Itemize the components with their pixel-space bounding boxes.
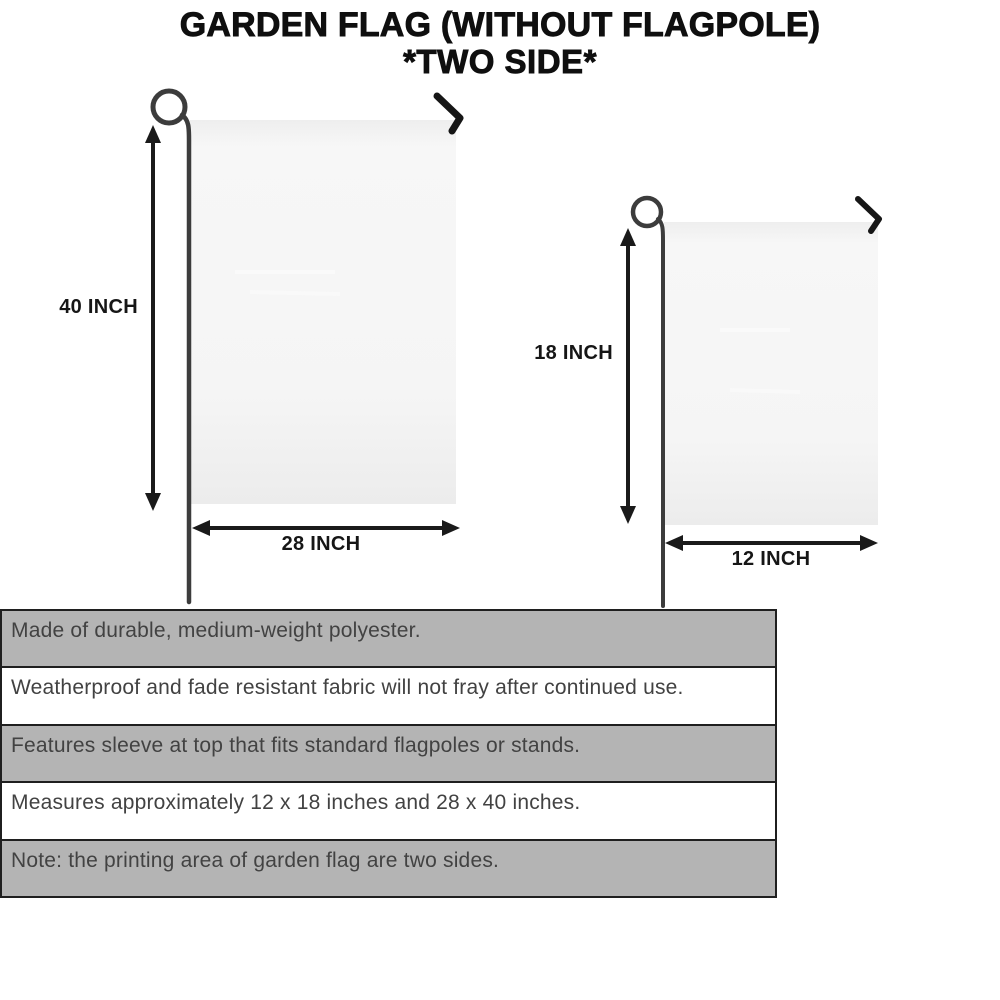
large-flag-fold-line <box>250 292 340 294</box>
large-flag-hook <box>437 96 460 131</box>
feature-row-note: Note: the printing area of garden flag are two sides. <box>2 839 775 896</box>
small-flag-width-label: 12 INCH <box>731 548 811 570</box>
small-flagpole-loop <box>633 198 661 226</box>
feature-row-measures: Measures approximately 12 x 18 inches and 28 x 40 inches. <box>2 781 775 838</box>
page-title <box>0 7 1000 79</box>
small-flag-fabric <box>664 222 878 525</box>
small-flagpole <box>658 219 663 606</box>
large-flagpole-loop <box>153 91 185 123</box>
arrow-up-head <box>620 228 636 246</box>
arrow-left-head <box>192 520 210 536</box>
small-flag-hook <box>858 199 879 231</box>
arrow-right-head <box>442 520 460 536</box>
title-line1: GARDEN FLAG (WITHOUT FLAGPOLE) <box>179 6 821 44</box>
arrow-up-head <box>145 125 161 143</box>
large-flag-width-label: 28 INCH <box>281 533 361 555</box>
large-flag-height-label: 40 INCH <box>59 296 138 318</box>
feature-row-sleeve: Features sleeve at top that fits standard flagpoles or stands. <box>2 724 775 781</box>
features-table <box>0 609 777 898</box>
arrow-down-head <box>620 506 636 524</box>
small-flag-height-label: 18 INCH <box>534 342 613 364</box>
large-flagpole <box>182 115 189 602</box>
large-flag-fabric <box>190 120 456 504</box>
feature-row-weatherproof: Weatherproof and fade resistant fabric will not fray after continued use. <box>2 666 775 723</box>
small-flag-fold-line <box>730 390 800 392</box>
title-line2: *TWO SIDE* <box>403 42 597 80</box>
feature-row-material: Made of durable, medium-weight polyester. <box>2 611 775 666</box>
arrow-down-head <box>145 493 161 511</box>
